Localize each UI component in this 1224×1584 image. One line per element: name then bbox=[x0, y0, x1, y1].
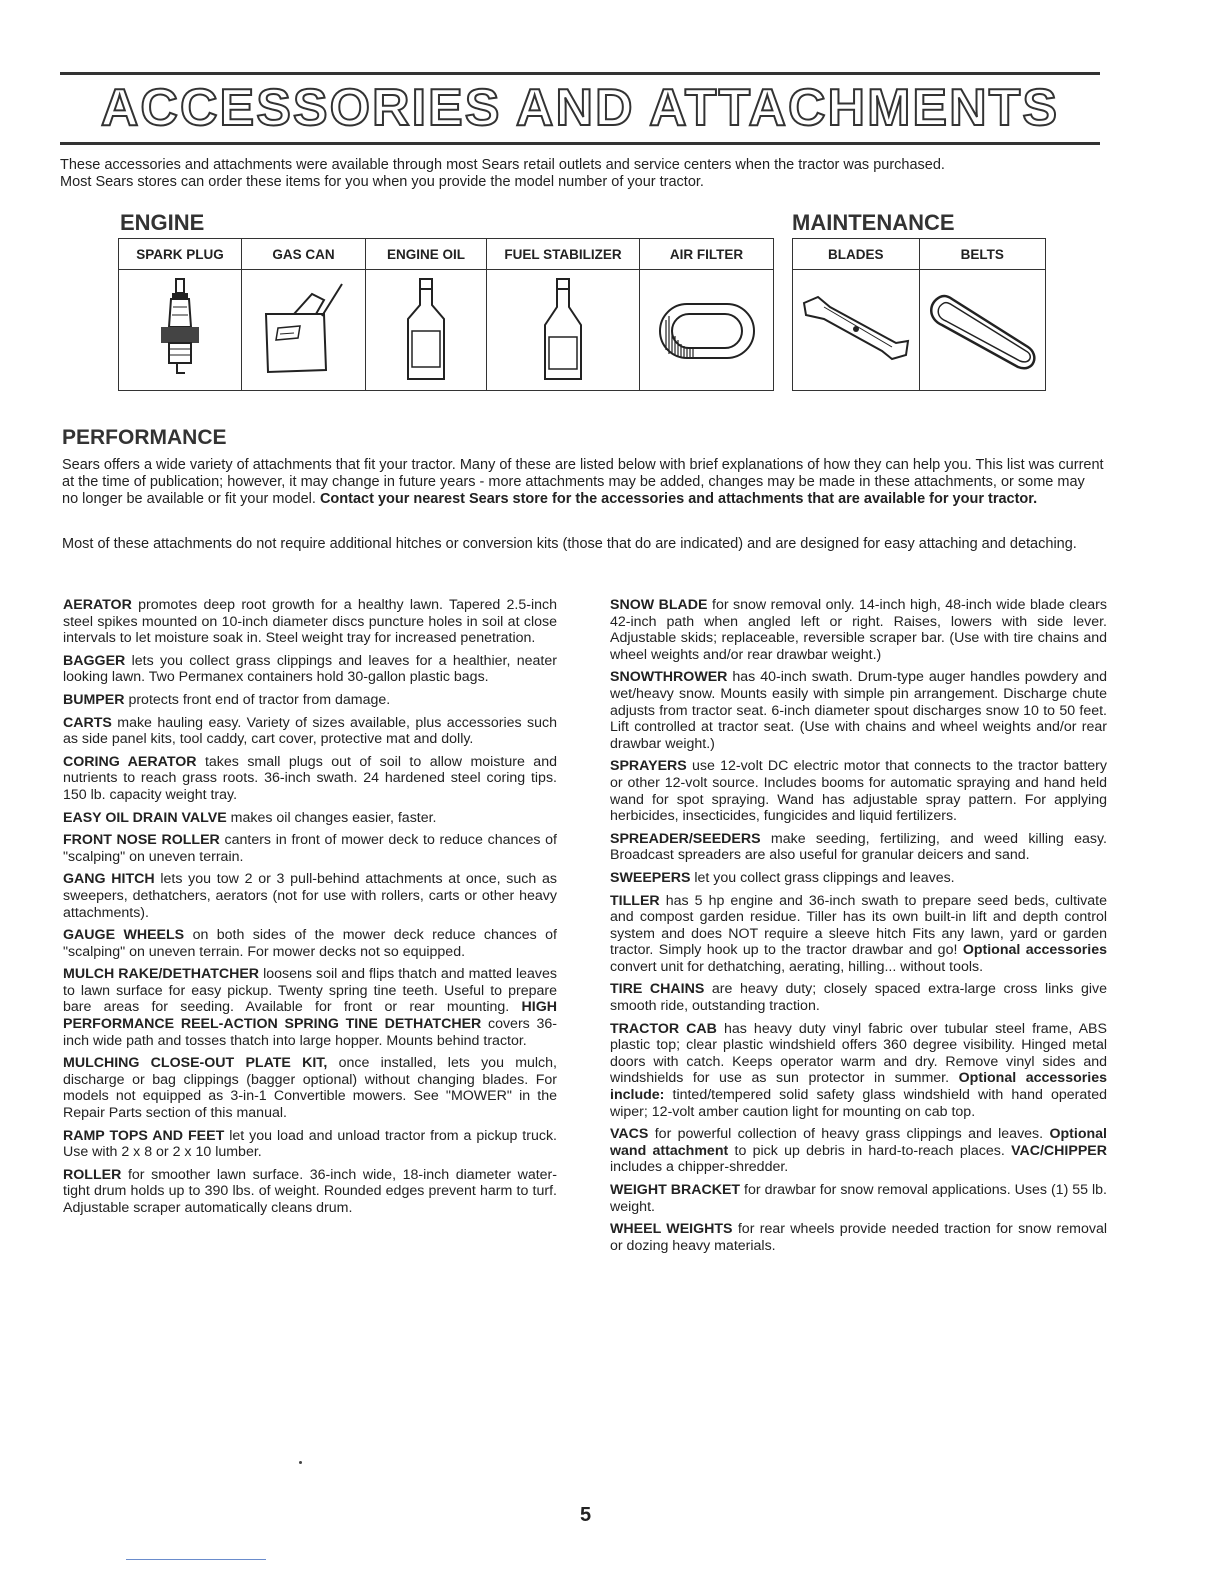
air-filter-cell bbox=[640, 270, 774, 391]
attachment-description: protects front end of tractor from damage. bbox=[128, 691, 391, 708]
attachment-description: includes a chipper-shredder. bbox=[610, 1159, 789, 1176]
attachment-term: EASY OIL DRAIN VALVE bbox=[63, 809, 227, 826]
right-column bbox=[610, 597, 1107, 1260]
attachment-entry bbox=[63, 871, 557, 921]
attachment-entry bbox=[610, 893, 1107, 976]
performance-paragraph-2: Most of these attachments do not require additional hitches or conversion kits (those that do are indicated) and are designed for easy attaching and detaching. bbox=[62, 536, 1077, 552]
attachment-term: SPRAYERS bbox=[610, 758, 687, 775]
attachment-description: once installed, lets you mulch, discharge or bag clippings (bagger optional) without changing blades. For models not equipped as 3-in-1 Convertible mowers. See "MOWER" in the Repair Parts section of this manual. bbox=[63, 1055, 557, 1122]
col-engine-oil: ENGINE OIL bbox=[366, 239, 487, 270]
attachment-description: tinted/tempered solid safety glass windshield with hand operated wiper; 12-volt amber caution light for mounting on cab top. bbox=[610, 1087, 1107, 1120]
attachment-description: let you collect grass clippings and leaves. bbox=[694, 869, 955, 886]
attachment-term: SNOW BLADE bbox=[610, 597, 708, 613]
attachment-description: let you load and unload tractor from a pickup truck. Use with 2 x 8 or 2 x 10 lumber. bbox=[63, 1127, 557, 1161]
performance-text-1: Sears offers a wide variety of attachments that fit your tractor. Many of these are listed below with brief explanations of how they can help you. This list was current at the time of publication; however, it may change in future years - more attachments may be added, changes may be made in these attachments, or some may no longer be available or fit your model. bbox=[62, 457, 1104, 507]
attachment-term: TRACTOR CAB bbox=[610, 1020, 717, 1037]
attachment-description: make hauling easy. Variety of sizes available, plus accessories such as side panel kits, tool caddy, cart cover, protective mat and dolly. bbox=[63, 714, 557, 748]
attachment-description: promotes deep root growth for a healthy lawn. Tapered 2.5-inch steel spikes mounted on 10-inch diameter discs puncture holes in soil at close intervals to let moisture soak in. Steel weight tray for increased penetration. bbox=[63, 597, 557, 647]
attachment-term: Optional accessories bbox=[962, 942, 1107, 959]
attachment-description: make seeding, fertilizing, and weed killing easy. Broadcast spreaders are also useful for granular deicers and sand. bbox=[610, 830, 1107, 864]
attachment-term: VACS bbox=[610, 1126, 649, 1143]
attachment-description: has heavy duty vinyl fabric over tubular steel frame, ABS plastic top; clear plastic windshield offers 360 degree visibility. Hinged metal doors with catch. Keeps operator warm and dry. Remove vinyl sides and windshields for use as sun protector in summer. bbox=[610, 1020, 1107, 1087]
attachment-description: convert unit for dethatching, aerating, hilling... without tools. bbox=[610, 958, 984, 975]
attachment-term: SNOWTHROWER bbox=[610, 669, 728, 686]
title-rule bbox=[60, 142, 1100, 145]
attachment-description: on both sides of the mower deck reduce chances of "scalping" on uneven terrain. For mower decks not so equipped. bbox=[63, 927, 557, 960]
attachment-description: for smoother lawn surface. 36-inch wide, 18-inch diameter water-tight drum holds up to 390 lbs. of weight. Rounded edges prevent harm to turf. Adjustable scraper automatically cleans drum. bbox=[63, 1166, 557, 1216]
top-rule bbox=[60, 72, 1100, 75]
col-blades: BLADES bbox=[793, 239, 920, 270]
attachment-entry bbox=[63, 1128, 557, 1161]
attachment-term: TIRE CHAINS bbox=[610, 981, 705, 998]
attachment-entry bbox=[63, 966, 557, 1049]
engine-oil-cell bbox=[366, 270, 487, 391]
intro-line-2: Most Sears stores can order these items for you when you provide the model number of your tractor. bbox=[60, 174, 704, 190]
attachment-description: are heavy duty; closely spaced extra-large cross links give smooth ride, outstanding traction. bbox=[610, 981, 1107, 1015]
performance-title: PERFORMANCE bbox=[62, 426, 227, 449]
attachment-description: use 12-volt DC electric motor that connects to the tractor battery or other 12-volt source. Includes booms for automatic spraying and hand held wand for spot spraying. Wand has adjustable spray pattern. For applying herbicides, insecticides, fungicides and liquid fertilizers. bbox=[610, 758, 1107, 825]
attachment-term: WHEEL WEIGHTS bbox=[610, 1221, 733, 1238]
attachment-description: makes oil changes easier, faster. bbox=[230, 809, 437, 826]
attachment-entry bbox=[610, 870, 1107, 887]
page-number: 5 bbox=[580, 1504, 592, 1526]
oil-bottle-icon bbox=[396, 275, 456, 385]
attachment-term: GANG HITCH bbox=[63, 871, 155, 888]
attachment-entry bbox=[63, 810, 557, 827]
gas-can-icon bbox=[254, 280, 354, 380]
performance-paragraph-1 bbox=[62, 457, 1104, 508]
belt-icon bbox=[922, 285, 1042, 375]
attachment-entry bbox=[610, 1221, 1107, 1254]
attachment-entry bbox=[610, 1182, 1107, 1215]
attachment-term: GAUGE WHEELS bbox=[63, 927, 185, 944]
attachment-term: BUMPER bbox=[63, 691, 125, 708]
attachment-description: for snow removal only. 14-inch high, 48-inch wide blade clears 42-inch path when angled left or right. Raises, lowers with side lever. Adjustable skids; replaceable, reversible scraper bar. (Use with tire chains and wheel weights and/or rear drawbar weight.) bbox=[610, 597, 1108, 663]
attachment-term: TILLER bbox=[610, 892, 660, 909]
attachment-description: lets you tow 2 or 3 pull-behind attachments at once, such as sweepers, dethatchers, aerators (not for use with rollers, carts or other heavy attachments). bbox=[63, 871, 557, 921]
col-fuel-stabilizer: FUEL STABILIZER bbox=[487, 239, 640, 270]
page-title: ACCESSORIES AND ATTACHMENTS bbox=[100, 79, 1060, 137]
air-filter-icon bbox=[652, 290, 762, 370]
performance-bold-text: Contact your nearest Sears store for the accessories and attachments that are available for your tractor. bbox=[319, 491, 1038, 507]
attachment-entry bbox=[610, 1126, 1107, 1176]
attachment-entry bbox=[63, 597, 557, 647]
attachment-term: SPREADER/SEEDERS bbox=[610, 830, 761, 847]
attachment-description: has 40-inch swath. Drum-type auger handles powdery and wet/heavy snow. Mounts easily with simple pin arrangement. Discharge chute adjusts from tractor seat. 6-inch diameter spout discharges snow 10 to 50 feet. Lift controlled at tractor seat. (Use with chains and wheel weights and/or rear drawbar weight.) bbox=[610, 669, 1107, 752]
attachment-description: takes small plugs out of soil to allow moisture and nutrients to reach grass roots. 36-inch swath. 24 hardened steel coring tips. 150 lb. capacity weight tray. bbox=[63, 753, 557, 803]
attachment-entry bbox=[63, 692, 557, 709]
attachment-term: Optional accessories include: bbox=[610, 1070, 1107, 1104]
engine-label: ENGINE bbox=[120, 210, 205, 235]
attachment-term: SWEEPERS bbox=[610, 869, 691, 886]
attachment-entry bbox=[63, 1167, 557, 1217]
spark-plug-icon bbox=[155, 275, 205, 385]
attachment-term: WEIGHT BRACKET bbox=[610, 1182, 741, 1198]
attachment-term: ROLLER bbox=[63, 1166, 122, 1183]
attachment-entry bbox=[63, 653, 557, 686]
spark-plug-cell bbox=[119, 270, 242, 391]
col-belts: BELTS bbox=[919, 239, 1046, 270]
attachment-description: covers 36-inch wide path and tosses thatch into large hopper. Mounts behind tractor. bbox=[63, 1016, 557, 1049]
attachment-description: for powerful collection of heavy grass clippings and leaves. bbox=[654, 1126, 1044, 1143]
attachment-description: canters in front of mower deck to reduce chances of "scalping" on uneven terrain. bbox=[63, 832, 557, 865]
attachment-term: VAC/CHIPPER bbox=[1011, 1142, 1107, 1159]
blades-cell bbox=[793, 270, 920, 391]
attachment-entry bbox=[63, 715, 557, 748]
attachment-term: CORING AERATOR bbox=[63, 753, 197, 770]
attachment-term: FRONT NOSE ROLLER bbox=[63, 832, 220, 849]
col-spark-plug: SPARK PLUG bbox=[119, 239, 242, 270]
intro-line-1: These accessories and attachments were available through most Sears retail outlets and service centers when the tractor was purchased. bbox=[60, 157, 945, 173]
attachment-entry bbox=[63, 754, 557, 804]
stray-dot bbox=[299, 1461, 302, 1464]
fuel-stabilizer-cell bbox=[487, 270, 640, 391]
attachment-description: has 5 hp engine and 36-inch swath to prepare seed beds, cultivate and compost garden residue. Tiller has its own built-in lift and depth control system and does NOT require a sleeve hitch Fits any lawn, yard or garden tractor. Simply hook up to the tractor drawbar and go! bbox=[610, 892, 1107, 959]
attachment-description: for drawbar for snow removal applications. Uses (1) 55 lb. weight. bbox=[610, 1182, 1107, 1215]
engine-table bbox=[118, 238, 774, 391]
attachment-entry bbox=[610, 831, 1107, 864]
attachment-entry bbox=[610, 758, 1107, 824]
attachment-term: MULCH RAKE/DETHATCHER bbox=[63, 966, 260, 983]
attachment-term: AERATOR bbox=[63, 597, 132, 613]
attachment-term: Optional wand attachment bbox=[610, 1126, 1107, 1159]
col-gas-can: GAS CAN bbox=[242, 239, 366, 270]
attachment-entry bbox=[610, 669, 1107, 752]
intro-text bbox=[60, 157, 1120, 191]
left-column bbox=[63, 597, 557, 1223]
attachment-entry bbox=[610, 1021, 1107, 1121]
bottom-line bbox=[126, 1559, 266, 1560]
gas-can-cell bbox=[242, 270, 366, 391]
attachment-term: BAGGER bbox=[63, 652, 126, 669]
attachment-entry bbox=[63, 832, 557, 865]
attachment-description: to pick up debris in hard-to-reach places. bbox=[734, 1142, 1005, 1159]
attachment-term: HIGH PERFORMANCE REEL-ACTION SPRING TINE DETHATCHER bbox=[63, 999, 557, 1033]
belts-cell bbox=[919, 270, 1046, 391]
attachment-entry bbox=[610, 597, 1107, 663]
attachment-term: RAMP TOPS AND FEET bbox=[63, 1127, 225, 1144]
stabilizer-bottle-icon bbox=[533, 275, 593, 385]
blade-icon bbox=[796, 285, 916, 375]
attachment-term: MULCHING CLOSE-OUT PLATE KIT, bbox=[63, 1055, 328, 1072]
col-air-filter: AIR FILTER bbox=[640, 239, 774, 270]
attachment-term: CARTS bbox=[63, 714, 112, 731]
maintenance-label: MAINTENANCE bbox=[792, 210, 955, 235]
attachment-entry bbox=[63, 1055, 557, 1121]
maintenance-table bbox=[792, 238, 1046, 391]
attachment-description: lets you collect grass clippings and leaves for a healthier, neater looking lawn. Two Permanex containers hold 30-gallon plastic bags. bbox=[63, 652, 557, 686]
attachment-entry bbox=[610, 981, 1107, 1014]
attachment-description: loosens soil and flips thatch and matted leaves to lawn surface for easy pickup. Twenty spring tine teeth. Useful to prepare bare areas for seeding. Available for front or rear mounting. bbox=[63, 966, 557, 1016]
attachment-entry bbox=[63, 927, 557, 960]
attachment-description: for rear wheels provide needed traction for snow removal or dozing heavy materials. bbox=[610, 1221, 1107, 1254]
